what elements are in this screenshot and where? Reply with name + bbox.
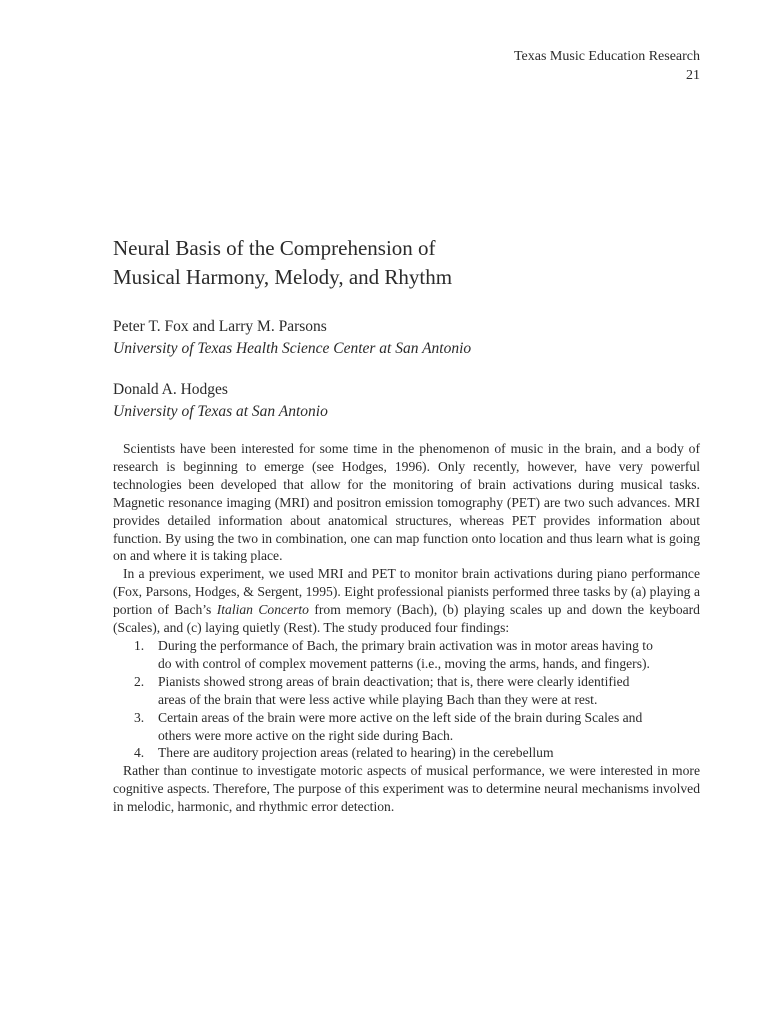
author-names: Peter T. Fox and Larry M. Parsons	[113, 318, 327, 335]
findings-list	[113, 637, 700, 762]
paragraph-text: from memory (Bach), (b) playing scales up and down the keyboard (Scales), and (c) laying quietly (Rest). The study produced four findings:	[113, 602, 700, 636]
author-block-1	[113, 316, 471, 360]
list-item-text: Certain areas of the brain were more active on the left side of the brain during Scales and others were more active on the right side during Bach.	[158, 709, 643, 743]
paragraph-purpose: Rather than continue to investigate motoric aspects of musical performance, we were interested in more cognitive aspects. Therefore, The purpose of this experiment was to determine neural mechanisms involved in melodic, harmonic, and rhythmic error detection.	[113, 763, 700, 815]
title-line-1: Neural Basis of the Comprehension of	[113, 236, 436, 260]
author-names: Donald A. Hodges	[113, 381, 228, 398]
list-item	[113, 637, 700, 673]
list-item-text: During the performance of Bach, the primary brain activation was in motor areas having to do with control of complex movement patterns (i.e., moving the arms, hands, and fingers).	[158, 637, 653, 671]
page-number: 21	[686, 68, 700, 83]
list-number: 4.	[134, 745, 145, 761]
list-number: 3.	[134, 709, 145, 725]
list-item-text: Pianists showed strong areas of brain deactivation; that is, there were clearly identified areas of the brain that were less active while playing Bach than they were at rest.	[158, 673, 630, 707]
list-item	[113, 709, 700, 745]
list-item-text: There are auditory projection areas (related to hearing) in the cerebellum	[158, 745, 554, 761]
list-item	[113, 673, 700, 709]
title-line-2: Musical Harmony, Melody, and Rhythm	[113, 265, 453, 289]
italic-title: Italian Concerto	[216, 602, 309, 618]
author-affiliation: University of Texas Health Science Center at San Antonio	[113, 340, 472, 357]
author-affiliation: University of Texas at San Antonio	[113, 403, 328, 420]
list-number: 1.	[134, 637, 145, 653]
running-head	[514, 47, 700, 85]
journal-name: Texas Music Education Research	[513, 49, 700, 64]
paragraph-intro: Scientists have been interested for some time in the phenomenon of music in the brain, and a body of research is beginning to emerge (see Hodges, 1996). Only recently, however, have very powerful technologies been developed that allow for the monitoring of brain activations during musical tasks. Magnetic resonance imaging (MRI) and positron emission tomography (PET) are two such advances. MRI provides detailed information about anatomical structures, whereas PET provides information about function. By using the two in combination, one can map function onto location and thus learn what is going on and where it is taking place.	[113, 441, 700, 564]
paragraph-previous-experiment	[113, 565, 700, 637]
list-item	[113, 744, 700, 762]
author-block-2	[113, 379, 328, 423]
paragraph-text: In a previous experiment, we used MRI and PET to monitor brain activations during piano performance (Fox, Parsons, Hodges, & Sergent, 1995). Eight professional pianists performed three tasks by (a) playing a portion of Bach’s	[113, 566, 700, 618]
article-body	[113, 440, 700, 816]
list-number: 2.	[134, 673, 145, 689]
article-title	[113, 234, 673, 292]
